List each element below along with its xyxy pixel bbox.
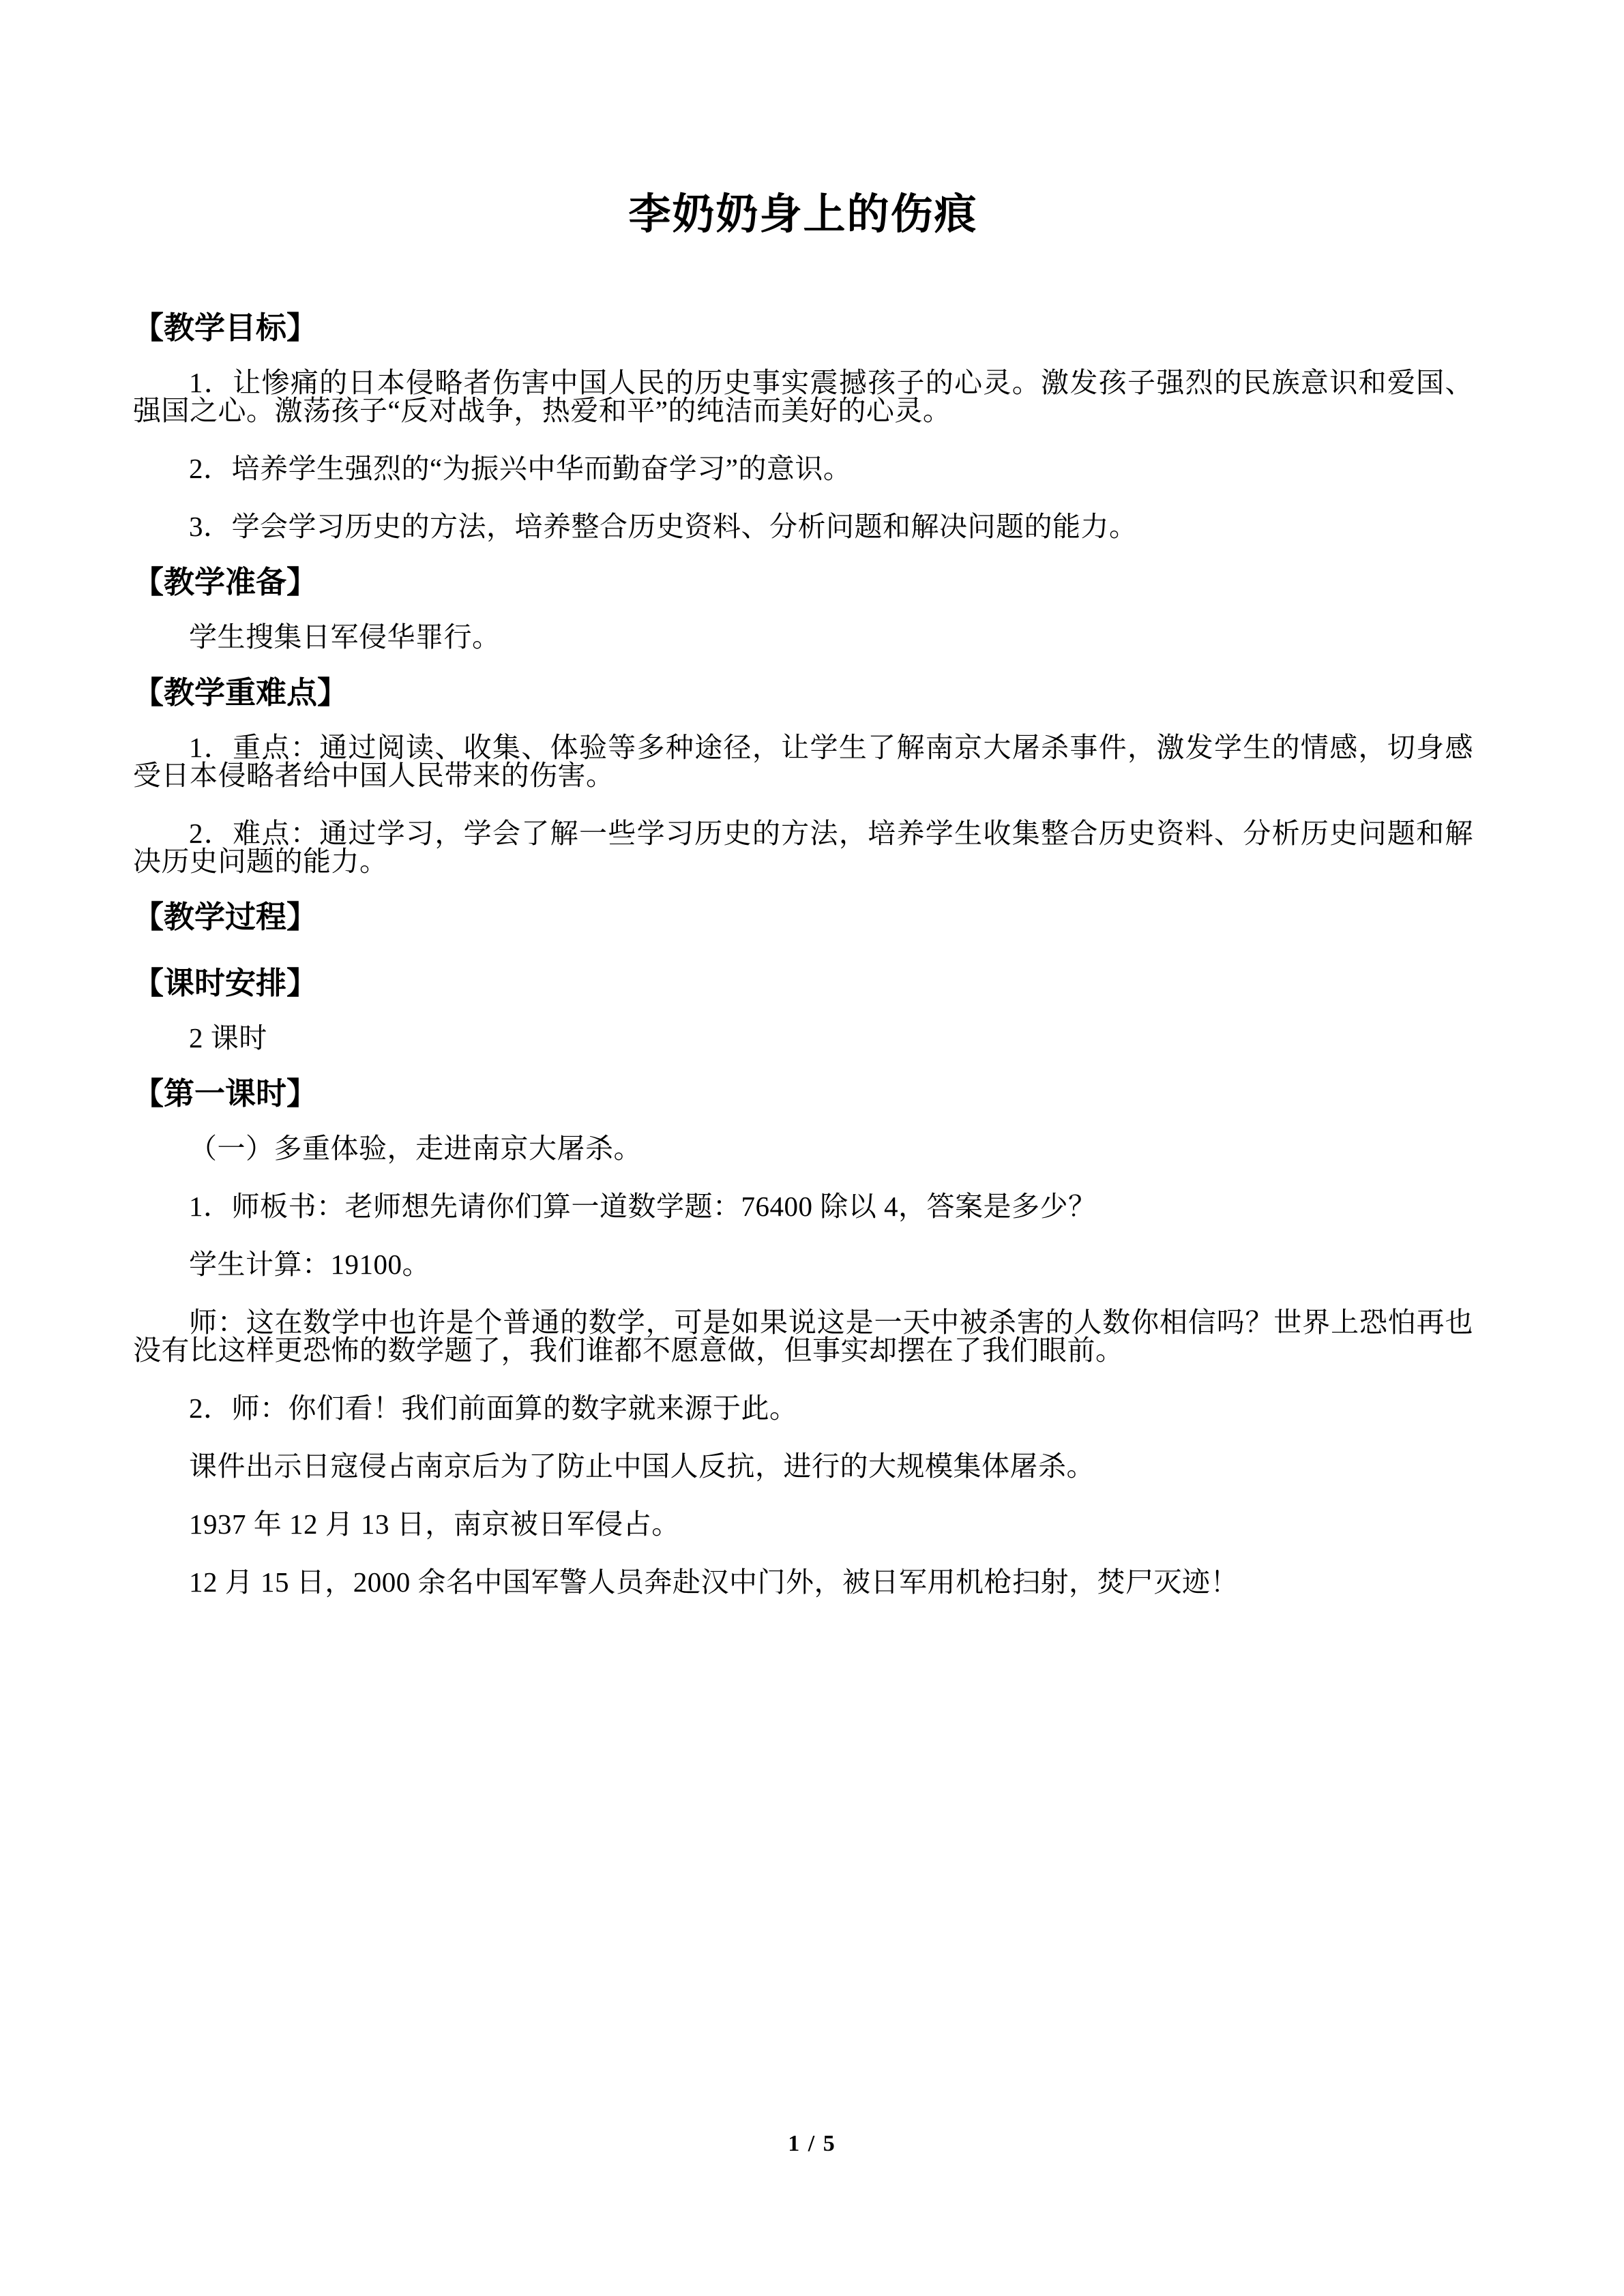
schedule-body: 2 课时 bbox=[189, 1022, 267, 1054]
page-content bbox=[133, 0, 1473, 1596]
page-title: 李奶奶身上的伤痕 bbox=[628, 191, 978, 238]
objective-item-1: 1．让惨痛的日本侵略者伤害中国人民的历史事实震撼孩子的心灵。激发孩子强烈的民族意识和爱国、强国之心。激荡孩子“反对战争，热爱和平”的纯洁而美好的心灵。 bbox=[133, 366, 1473, 426]
gap bbox=[133, 541, 1473, 567]
lesson-one-line-5: 2．师：你们看！我们前面算的数字就来源于此。 bbox=[189, 1392, 798, 1424]
key-point-item-2: 2．难点：通过学习，学会了解一些学习历史的方法，培养学生收集整合历史资料、分析历史问题和解决历史问题的能力。 bbox=[133, 817, 1473, 877]
gap bbox=[133, 932, 1473, 968]
gap bbox=[133, 998, 1473, 1024]
gap bbox=[133, 343, 1473, 369]
gap bbox=[133, 1052, 1473, 1078]
preparation-body: 学生搜集日军侵华罪行。 bbox=[189, 621, 501, 653]
gap bbox=[133, 876, 1473, 901]
lesson-one-line-1: （一）多重体验，走进南京大屠杀。 bbox=[189, 1132, 642, 1164]
page-footer: 1 / 5 bbox=[788, 2131, 836, 2156]
lesson-one-line-4: 师：这在数学中也许是个普通的数学，可是如果说这是一天中被杀害的人数你相信吗？世界上恐怕再也没有比这样更恐怖的数学题了，我们谁都不愿意做，但事实却摆在了我们眼前。 bbox=[133, 1306, 1473, 1366]
gap bbox=[133, 708, 1473, 734]
gap bbox=[133, 597, 1473, 623]
lesson-one-line-7: 1937 年 12 月 13 日，南京被日军侵占。 bbox=[189, 1508, 680, 1540]
gap bbox=[133, 1109, 1473, 1135]
heading-lesson-one: 【第一课时】 bbox=[133, 1075, 318, 1111]
heading-teaching-process: 【教学过程】 bbox=[133, 899, 318, 934]
objective-item-2: 2．培养学生强烈的“为振兴中华而勤奋学习”的意识。 bbox=[189, 452, 852, 484]
lesson-one-line-3: 学生计算：19100。 bbox=[189, 1248, 430, 1280]
heading-lesson-schedule: 【课时安排】 bbox=[133, 965, 318, 1000]
heading-teaching-preparation: 【教学准备】 bbox=[133, 564, 318, 599]
key-point-item-1: 1．重点：通过阅读、收集、体验等多种途径，让学生了解南京大屠杀事件，激发学生的情感，切身感受日本侵略者给中国人民带来的伤害。 bbox=[133, 731, 1473, 791]
lesson-one-line-6: 课件出示日寇侵占南京后为了防止中国人反抗，进行的大规模集体屠杀。 bbox=[189, 1450, 1095, 1482]
lesson-one-line-8: 12 月 15 日，2000 余名中国军警人员奔赴汉中门外，被日军用机枪扫射，焚尸灭迹！ bbox=[189, 1566, 1239, 1598]
heading-key-and-difficult-points: 【教学重难点】 bbox=[133, 674, 349, 710]
lesson-one-line-2: 1．师板书：老师想先请你们算一道数学题：76400 除以 4，答案是多少？ bbox=[189, 1190, 1097, 1222]
objective-item-3: 3．学会学习历史的方法，培养整合历史资料、分析问题和解决问题的能力。 bbox=[189, 510, 1138, 542]
heading-teaching-objectives: 【教学目标】 bbox=[133, 310, 318, 345]
title-spacer bbox=[133, 241, 1473, 312]
gap bbox=[133, 651, 1473, 677]
